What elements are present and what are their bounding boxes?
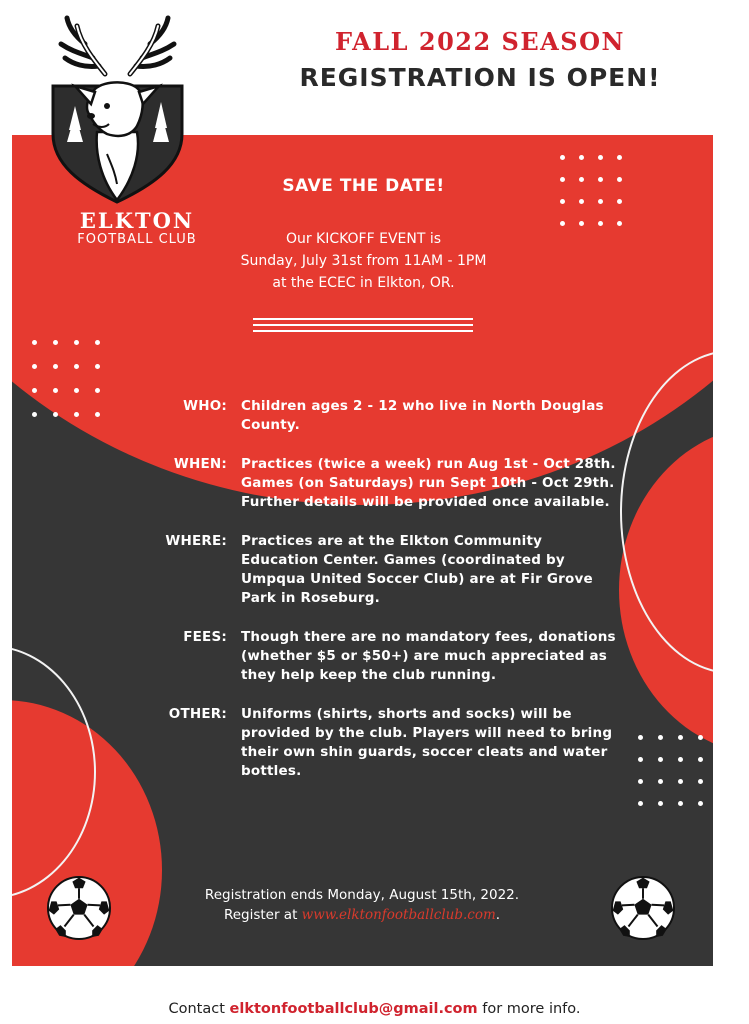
website-link[interactable]: www.elktonfootballclub.com [301,907,496,923]
club-name-line1: ELKTON [79,208,195,233]
flyer-panel [12,135,713,966]
contact-suffix: for more info. [477,1001,581,1017]
detail-row-fees [132,628,617,685]
detail-label: OTHER: [168,706,227,722]
detail-row-when [132,455,617,512]
contact-prefix: Contact [168,1001,230,1017]
detail-row-where [132,532,617,608]
detail-text: Though there are no mandatory fees, donations (whether $5 or $50+) are much appreciated as they help keep the club running. [241,629,616,683]
detail-label: WHERE: [165,533,227,549]
detail-label: WHEN: [173,456,227,472]
triple-line-divider [253,318,473,336]
soccer-ball-icon [46,875,112,941]
save-the-date-title: SAVE THE DATE! [282,176,445,196]
register-line [132,905,592,925]
registration-deadline [132,885,592,925]
detail-text: Children ages 2 - 12 who live in North Douglas County. [241,398,604,433]
detail-label: FEES: [183,629,227,645]
registration-open-heading: REGISTRATION IS OPEN! [299,63,661,92]
detail-text: Practices (twice a week) run Aug 1st - Oct 28th. Games (on Saturdays) run Sept 10th - Oct 29th. Further details will be provided once available. [241,456,616,510]
detail-text: Uniforms (shirts, shorts and socks) will be provided by the club. Players will need to bring their own shin guards, soccer cleats and water bottles. [241,706,613,779]
register-suffix: . [495,907,501,923]
detail-text: Practices are at the Elkton Community Education Center. Games (coordinated by Umpqua United Soccer Club) are at Fir Grove Park in Roseburg. [241,533,593,606]
registration-end-text: Registration ends Monday, August 15th, 2022. [204,887,520,903]
detail-label: WHO: [183,398,227,414]
dot-grid-bottom-right [638,735,703,806]
kickoff-line: Our KICKOFF EVENT is [285,231,442,247]
contact-footer [0,1001,749,1017]
season-title: FALL 2022 SEASON [335,27,625,56]
dot-grid-top-right [560,155,622,226]
kickoff-line: at the ECEC in Elkton, OR. [272,275,455,291]
contact-email-link[interactable]: elktonfootballclub@gmail.com [229,1001,478,1017]
detail-row-other [132,705,617,781]
details-list [132,397,617,801]
club-name [12,210,262,247]
club-name-line2: FOOTBALL CLUB [77,232,197,247]
detail-row-who [132,397,617,435]
register-prefix: Register at [223,907,302,923]
kickoff-line: Sunday, July 31st from 11AM - 1PM [240,253,487,269]
elk-crest-icon [45,14,190,209]
dot-grid-left [32,340,100,417]
soccer-ball-icon [610,875,676,941]
